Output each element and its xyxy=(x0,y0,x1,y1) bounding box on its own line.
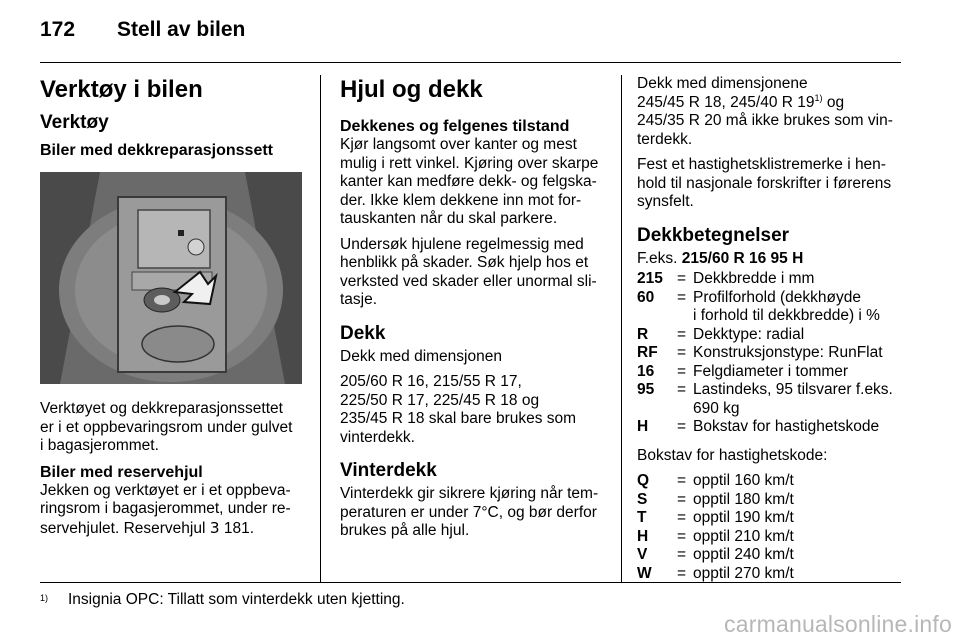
paragraph-spare-wheel xyxy=(40,482,305,539)
paragraph-not-winter-sizes xyxy=(637,75,905,149)
equals-sign: = xyxy=(677,381,687,398)
column-3 xyxy=(637,75,905,593)
speed-code-row xyxy=(637,565,905,584)
footnote-marker: 1) xyxy=(814,92,823,103)
paragraph-repair-kit-location: Verktøyet og dekkreparasjonssettet er i et oppbevaringsrom under gulvet i bagasjerommet. xyxy=(40,400,293,454)
equals-sign: = xyxy=(677,325,687,343)
spare-wheel-text: Jekken og verktøyet er i et oppbeva- ringsrom i bagasjerommet, under re- servehjulet. Reservehjul xyxy=(40,481,291,537)
section-heading-tools-in-car: Verktøy i bilen xyxy=(40,76,203,103)
equals-sign: = xyxy=(677,527,687,545)
paragraph-driving-over-kerbs: Kjør langsomt over kanter og mest mulig i rett vinkel. Kjøring over skarpe kanter kan medføre dekk- og felgska- der. Ikke klem dekkene inn mot for- tauskanten når du skal parkere. xyxy=(340,136,599,227)
code-description: Lastindeks, 95 tilsvarer f.eks. 690 kg xyxy=(693,381,893,417)
code-key: 60 xyxy=(637,288,655,306)
speed-code-row xyxy=(637,528,905,547)
not-winter-sizes-text: Dekk med dimensjonene 245/45 R 18, 245/40 R 19 xyxy=(637,75,815,111)
heading-tyre-rim-condition: Dekkenes og felgenes tilstand xyxy=(340,118,570,135)
equals-sign: = xyxy=(677,472,687,489)
paragraph-inspect-wheels: Undersøk hjulene regelmessig med henblikk på skader. Søk hjelp hos et verksted ved skader eller unormal sli- tasje. xyxy=(340,235,597,308)
page-ref-number: 181. xyxy=(219,519,255,537)
heading-tyre-designations: Dekkbetegnelser xyxy=(637,224,790,246)
code-description: Bokstav for hastighetskode xyxy=(693,418,880,435)
paragraph-winter-only-sizes: 205/60 R 16, 215/55 R 17, 225/50 R 17, 225/45 R 18 og 235/45 R 18 skal bare brukes som vinterdekk. xyxy=(340,373,577,446)
example-code: 215/60 R 16 95 H xyxy=(681,249,804,267)
footnote-mark: 1) xyxy=(40,593,49,603)
equals-sign: = xyxy=(677,418,687,435)
footnote-text: Insignia OPC: Tillatt som vinterdekk uten kjetting. xyxy=(68,591,405,608)
code-description: opptil 160 km/t xyxy=(693,472,794,489)
code-description: Dekktype: radial xyxy=(693,325,805,343)
code-key: 215 xyxy=(637,270,663,287)
heading-tyres: Dekk xyxy=(340,322,386,344)
equals-sign: = xyxy=(677,288,687,306)
speed-code-row xyxy=(637,546,905,565)
page-ref-arrow-icon: 3 xyxy=(209,518,220,537)
code-key: H xyxy=(637,418,649,435)
paragraph-speed-sticker: Fest et hastighetsklistremerke i hen- hold til nasjonale forskrifter i førerens synsfelt. xyxy=(637,156,892,210)
code-description: opptil 180 km/t xyxy=(693,490,794,508)
designation-row xyxy=(637,270,905,289)
header-rule xyxy=(40,62,901,63)
designation-row xyxy=(637,344,905,363)
column-divider-2 xyxy=(621,75,622,583)
speed-code-row xyxy=(637,472,905,491)
equals-sign: = xyxy=(677,490,687,508)
page-number: 172 xyxy=(40,18,76,41)
watermark: carmanualsonline.info xyxy=(724,611,952,637)
code-key: W xyxy=(637,564,652,582)
code-description: Konstruksjonstype: RunFlat xyxy=(693,344,883,361)
code-description: Profilforhold (dekkhøyde i forhold til dekkbredde) i % xyxy=(693,288,880,324)
code-key: 95 xyxy=(637,381,655,398)
equals-sign: = xyxy=(677,344,687,361)
code-description: Felgdiameter i tommer xyxy=(693,362,849,380)
code-description: Dekkbredde i mm xyxy=(693,270,815,287)
paragraph-winter-tyres: Vinterdekk gir sikrere kjøring når tem- peraturen er under 7°C, og bør derfor brukes på alle hjul. xyxy=(340,485,599,539)
equals-sign: = xyxy=(677,546,687,563)
code-description: opptil 270 km/t xyxy=(693,564,794,582)
code-key: RF xyxy=(637,344,658,361)
designation-row xyxy=(637,326,905,345)
paragraph-tyre-dimension-intro: Dekk med dimensjonen xyxy=(340,347,502,365)
designation-row xyxy=(637,418,905,437)
column-2 xyxy=(340,75,604,548)
code-key: H xyxy=(637,527,649,545)
heading-winter-tyres: Vinterdekk xyxy=(340,460,437,481)
equals-sign: = xyxy=(677,564,687,582)
designation-row xyxy=(637,381,905,418)
speed-code-table xyxy=(637,472,905,583)
example-prefix: F.eks. xyxy=(637,249,682,267)
code-description: opptil 210 km/t xyxy=(693,527,794,545)
code-description: opptil 190 km/t xyxy=(693,509,794,526)
speed-code-row xyxy=(637,491,905,510)
designation-row xyxy=(637,289,905,326)
speed-code-row xyxy=(637,509,905,528)
column-divider-1 xyxy=(320,75,321,583)
column-1 xyxy=(40,75,305,545)
code-key: S xyxy=(637,490,648,508)
code-key: R xyxy=(637,325,649,343)
code-description: opptil 240 km/t xyxy=(693,546,794,563)
code-key: Q xyxy=(637,472,650,489)
equals-sign: = xyxy=(677,509,687,526)
designation-row xyxy=(637,363,905,382)
chapter-title: Stell av bilen xyxy=(117,18,246,41)
subheading-tools: Verktøy xyxy=(40,112,109,133)
equals-sign: = xyxy=(677,362,687,380)
not-winter-sizes-text-cont: og 245/35 R 20 må ikke brukes som vin- terdekk. xyxy=(637,93,893,148)
designation-table xyxy=(637,270,905,437)
section-heading-wheels-tyres: Hjul og dekk xyxy=(340,76,483,103)
heading-spare-wheel: Biler med reservehjul xyxy=(40,463,203,481)
trunk-tool-compartment-image xyxy=(40,172,302,384)
code-key: 16 xyxy=(637,362,655,380)
heading-repair-kit: Biler med dekkreparasjonssett xyxy=(40,142,273,159)
speed-code-intro: Bokstav for hastighetskode: xyxy=(637,446,828,464)
equals-sign: = xyxy=(677,270,687,287)
code-key: T xyxy=(637,509,647,526)
code-key: V xyxy=(637,546,648,563)
